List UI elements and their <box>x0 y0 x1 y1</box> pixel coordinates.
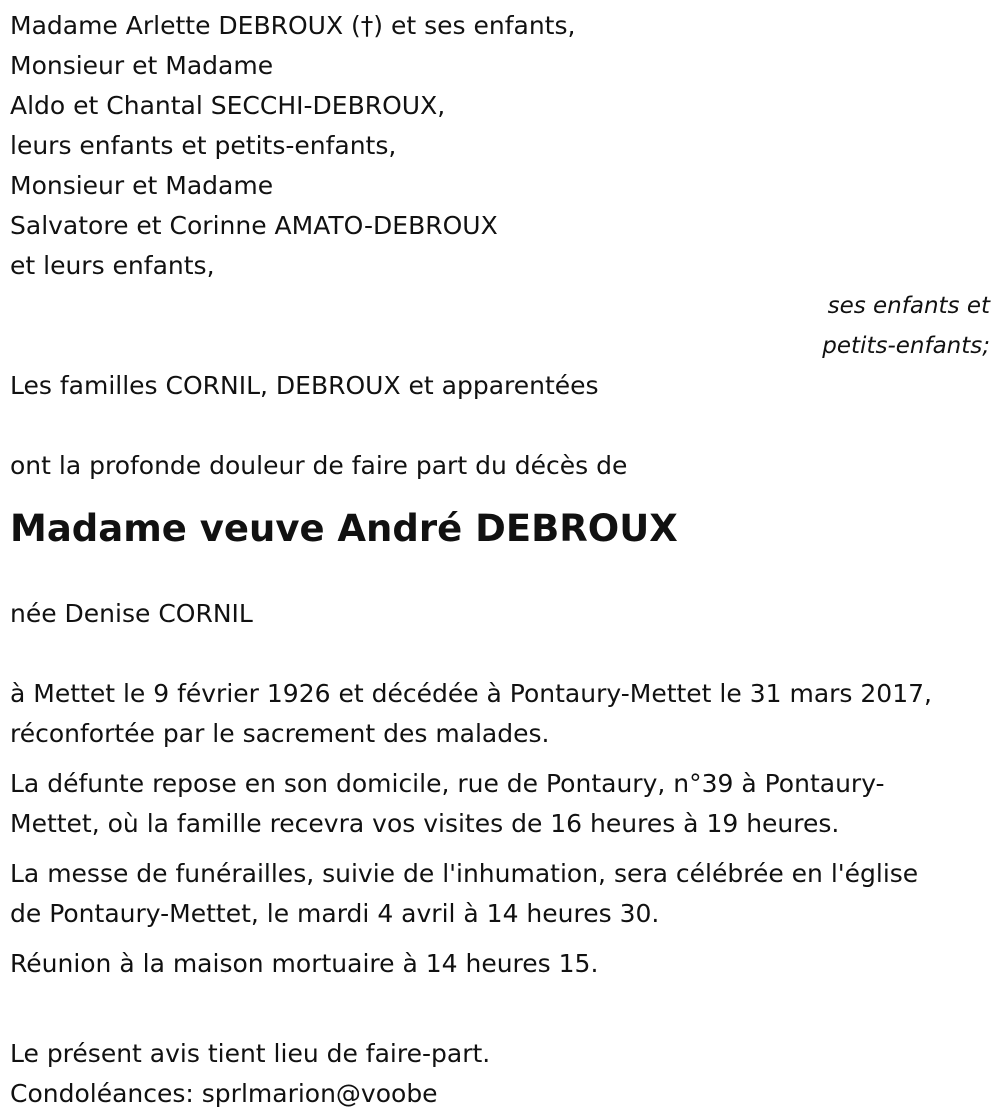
deceased-name: Madame veuve André DEBROUX <box>10 507 678 550</box>
spacer <box>10 554 992 594</box>
gathering-line-1: Réunion à la maison mortuaire à 14 heures 15. <box>10 949 599 978</box>
funeral-line-1: La messe de funérailles, suivie de l'inhumation, sera célébrée en l'église <box>10 859 919 888</box>
birth-death-line-2: réconfortée par le sacrement des malades. <box>10 719 550 748</box>
obituary-notice <box>10 6 992 1114</box>
funeral-paragraph <box>10 854 992 934</box>
spacer <box>10 634 992 674</box>
spacer <box>10 994 992 1034</box>
family-line-5: Monsieur et Madame <box>10 171 274 200</box>
family-line-2: Monsieur et Madame <box>10 51 274 80</box>
spacer <box>10 406 992 446</box>
notice-text: Le présent avis tient lieu de faire-part. <box>10 1039 491 1068</box>
birth-death-line-1: à Mettet le 9 février 1926 et décédée à Pontaury-Mettet le 31 mars 2017, <box>10 679 932 708</box>
visitation-line-1: La défunte repose en son domicile, rue de Pontaury, n°39 à Pontaury- <box>10 769 885 798</box>
family-line-3: Aldo et Chantal SECCHI-DEBROUX, <box>10 91 446 120</box>
gathering-paragraph <box>10 944 992 984</box>
born-as: née Denise CORNIL <box>10 599 253 628</box>
family-line-4: leurs enfants et petits-enfants, <box>10 131 397 160</box>
family-line-6: Salvatore et Corinne AMATO-DEBROUX <box>10 211 498 240</box>
condolences-text: Condoléances: sprlmarion@voobe <box>10 1079 438 1108</box>
birth-death-paragraph <box>10 674 992 754</box>
family-line-7: et leurs enfants, <box>10 251 215 280</box>
visitation-paragraph <box>10 764 992 844</box>
spacer <box>10 486 992 496</box>
visitation-line-2: Mettet, où la famille recevra vos visites de 16 heures à 19 heures. <box>10 809 840 838</box>
family-right-line-2: petits-enfants; <box>822 333 990 359</box>
family-line-8: Les familles CORNIL, DEBROUX et apparentées <box>10 371 599 400</box>
family-right-line-1: ses enfants et <box>827 293 990 319</box>
announcement-text: ont la profonde douleur de faire part du décès de <box>10 451 628 480</box>
family-line-1: Madame Arlette DEBROUX (†) et ses enfants, <box>10 11 576 40</box>
funeral-line-2: de Pontaury-Mettet, le mardi 4 avril à 14 heures 30. <box>10 899 660 928</box>
